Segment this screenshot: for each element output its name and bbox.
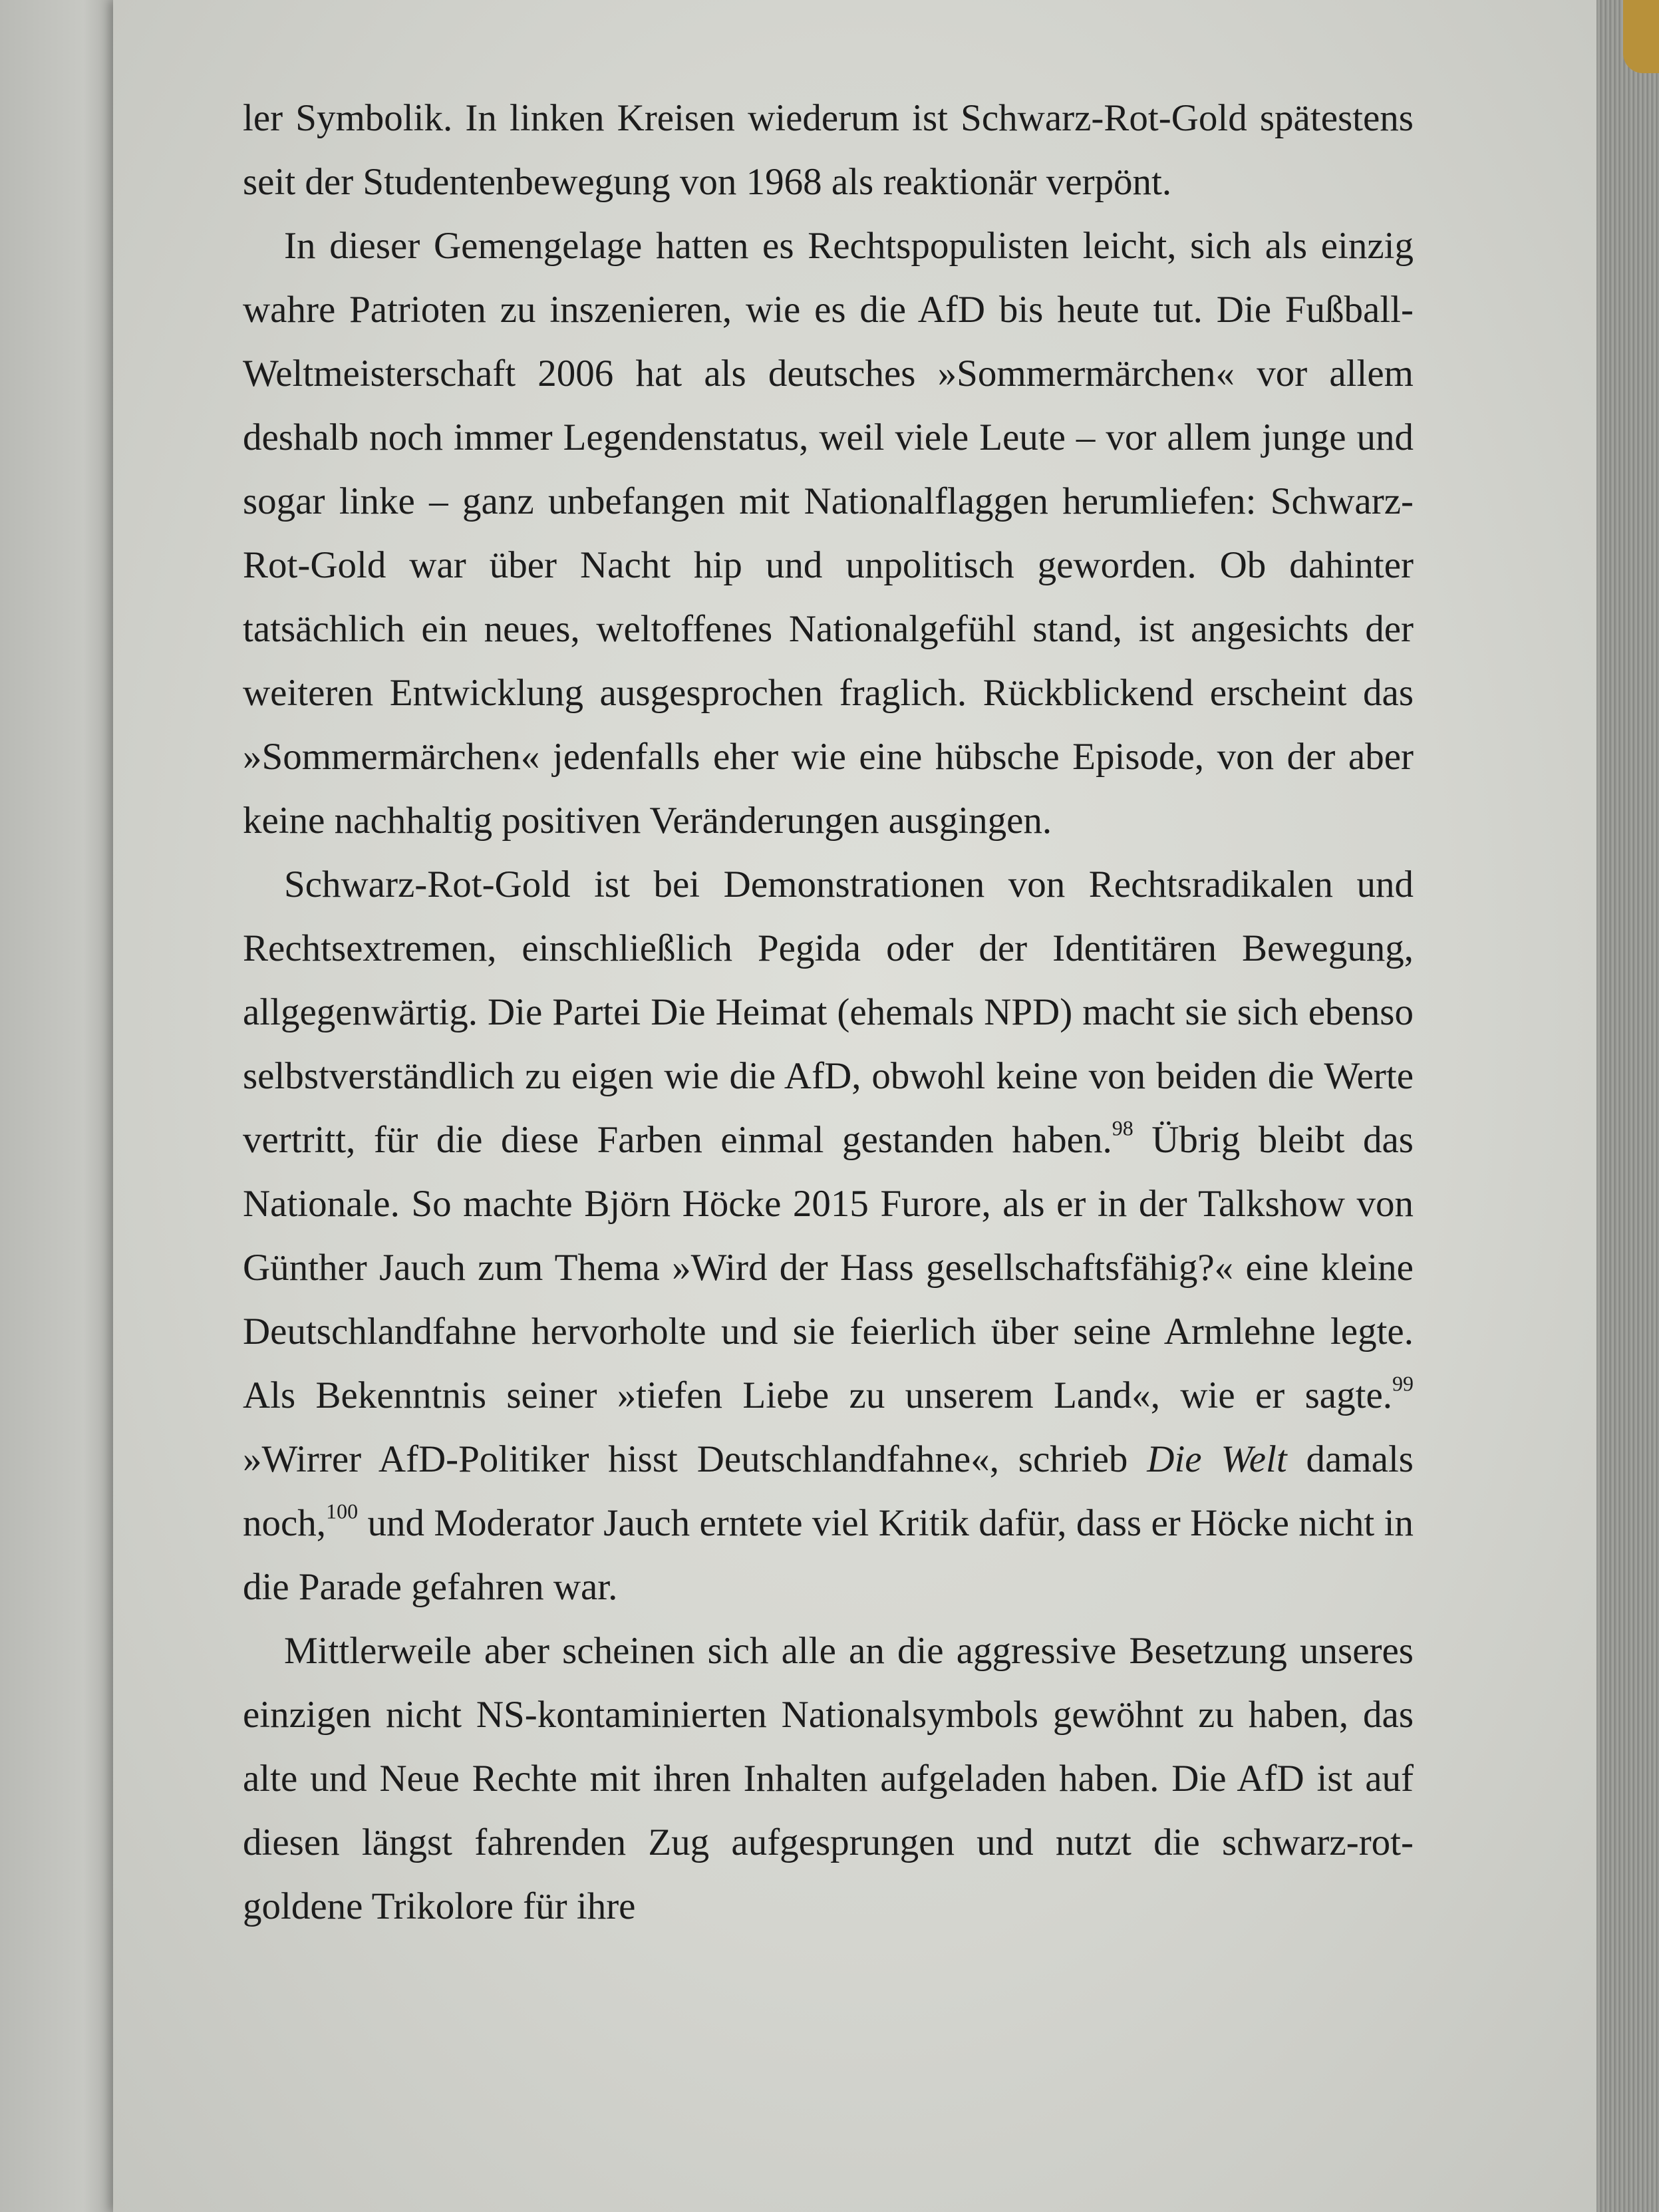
page-stack-edges bbox=[1596, 0, 1659, 2212]
newspaper-title: Die Welt bbox=[1147, 1438, 1287, 1480]
footnote-ref-98: 98 bbox=[1112, 1116, 1133, 1140]
paragraph-4: Mittlerweile aber scheinen sich alle an die aggressive Besetzung unseres einzigen nicht NS-kontaminierten Nationalsymbols gewöhnt zu haben, das alte und Neue Rechte mit ihren Inhalten aufgeladen haben. Die AfD ist auf diesen längst fahrenden Zug aufgesprungen und nutzt die schwarz-rot-goldene Trikolore für ihre bbox=[243, 1630, 1414, 1927]
paragraph-3-part3: »Wirrer AfD-Politiker hisst Deutschlandfahne«, schrieb bbox=[243, 1438, 1147, 1480]
footnote-ref-99: 99 bbox=[1392, 1371, 1414, 1396]
paragraph-3-part4: damals noch, bbox=[243, 1438, 1414, 1544]
footnote-ref-100: 100 bbox=[326, 1499, 359, 1523]
paragraph-3-part5: und Moderator Jauch erntete viel Kritik dafür, dass er Höcke nicht in die Parade gefahren war. bbox=[243, 1502, 1414, 1608]
paragraph-1: ler Symbolik. In linken Kreisen wiederum ist Schwarz-Rot-Gold spätestens seit der Studentenbewegung von 1968 als reaktionär verpönt. bbox=[243, 97, 1414, 203]
paragraph-3 bbox=[243, 853, 1414, 1619]
page-text bbox=[243, 86, 1414, 1939]
paragraph-3-part1: Schwarz-Rot-Gold ist bei Demonstrationen von Rechtsradikalen und Rechtsextremen, einschließlich Pegida oder der Identitären Bewegung, allgegenwärtig. Die Partei Die Heimat (ehemals NPD) macht sie sich ebenso selbstverständlich zu eigen wie die AfD, obwohl keine von beiden die Werte vertritt, für die diese Farben einmal gestanden haben. bbox=[243, 864, 1414, 1161]
bookmark-ribbon bbox=[1623, 0, 1659, 73]
paragraph-2: In dieser Gemengelage hatten es Rechtspopulisten leicht, sich als einzig wahre Patrioten zu inszenieren, wie es die AfD bis heute tut. Die Fußball-Weltmeisterschaft 2006 hat als deutsches »Sommermärchen« vor allem deshalb noch immer Legendenstatus, weil viele Leute – vor allem junge und sogar linke – ganz unbefangen mit Nationalflaggen herumliefen: Schwarz-Rot-Gold war über Nacht hip und unpolitisch geworden. Ob dahinter tatsächlich ein neues, weltoffenes Nationalgefühl stand, ist angesichts der weiteren Entwicklung ausgesprochen fraglich. Rückblickend erscheint das »Sommermärchen« jedenfalls eher wie eine hübsche Episode, von der aber keine nachhaltig positiven Veränderungen ausgingen. bbox=[243, 225, 1414, 842]
facing-page-edge bbox=[0, 0, 120, 2212]
paragraph-3-part2: Übrig bleibt das Nationale. So machte Björn Höcke 2015 Furore, als er in der Talkshow von Günther Jauch zum Thema »Wird der Hass gesellschaftsfähig?« eine kleine Deutschlandfahne hervorholte und sie feierlich über seine Armlehne legte. Als Bekenntnis seiner »tiefen Liebe zu unserem Land«, wie er sagte. bbox=[243, 1119, 1414, 1416]
